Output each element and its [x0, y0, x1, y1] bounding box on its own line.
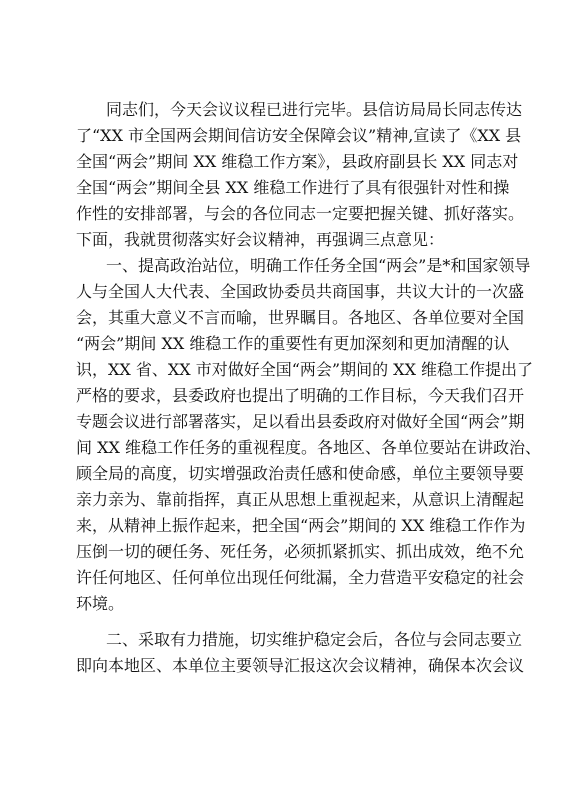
paragraph-line: 了“XX 市全国两会期间信访安全保障会议”精神,宣读了《XX 县: [76, 126, 522, 145]
paragraph-line: 严格的要求，县委政府也提出了明确的工作目标，今天我们召开: [76, 386, 525, 405]
paragraph-line: 二、采取有力措施，切实维护稳定会后，各位与会同志要立: [106, 630, 523, 649]
paragraph-line: 全国“两会”期间全县 XX 维稳工作进行了具有很强针对性和操: [76, 178, 510, 197]
paragraph-line: “两会”期间 XX 维稳工作的重要性有更加深刻和更加清醒的认: [76, 334, 510, 353]
paragraph-line: 许任何地区、任何单位出现任何纰漏，全力营造平安稳定的社会: [76, 568, 525, 587]
paragraph-line: 即向本地区、本单位主要领导汇报这次会议精神，确保本次会议: [76, 656, 525, 675]
paragraph-line: 会，其重大意义不言而喻，世界瞩目。各地区、各单位要对全国: [76, 308, 525, 327]
paragraph-line: 亲力亲为、靠前指挥，真正从思想上重视起来，从意识上清醒起: [76, 490, 525, 509]
paragraph-line: 顾全局的高度，切实增强政治责任感和使命感，单位主要领导要: [76, 464, 525, 483]
paragraph-line: 来，从精神上振作起来，把全国“两会”期间的 XX 维稳工作作为: [76, 516, 526, 535]
paragraph-line: 同志们，今天会议议程已进行完毕。县信访局局长同志传达: [106, 100, 523, 119]
paragraph-line: 间 XX 维稳工作任务的重视程度。各地区、各单位要站在讲政治、: [76, 438, 541, 457]
paragraph-line: 一、提高政治站位，明确工作任务全国“两会”是*和国家领导: [106, 256, 531, 275]
paragraph-line: 专题会议进行部署落实，足以看出县委政府对做好全国“两会”期: [76, 412, 525, 431]
paragraph-line: 作性的安排部署，与会的各位同志一定要把握关键、抓好落实。: [76, 204, 525, 223]
paragraph-line: 环境。: [76, 594, 125, 613]
paragraph-line: 人与全国人大代表、全国政协委员共商国事，共议大计的一次盛: [76, 282, 525, 301]
paragraph-line: 下面，我就贯彻落实好会议精神，再强调三点意见：: [76, 230, 445, 249]
paragraph-line: 压倒一切的硬任务、死任务，必须抓紧抓实、抓出成效，绝不允: [76, 542, 525, 561]
paragraph-line: 识，XX 省、XX 市对做好全国“两会”期间的 XX 维稳工作提出了: [76, 360, 534, 379]
paragraph-line: 全国“两会”期间 XX 维稳工作方案》，县政府副县长 XX 同志对: [76, 152, 519, 171]
